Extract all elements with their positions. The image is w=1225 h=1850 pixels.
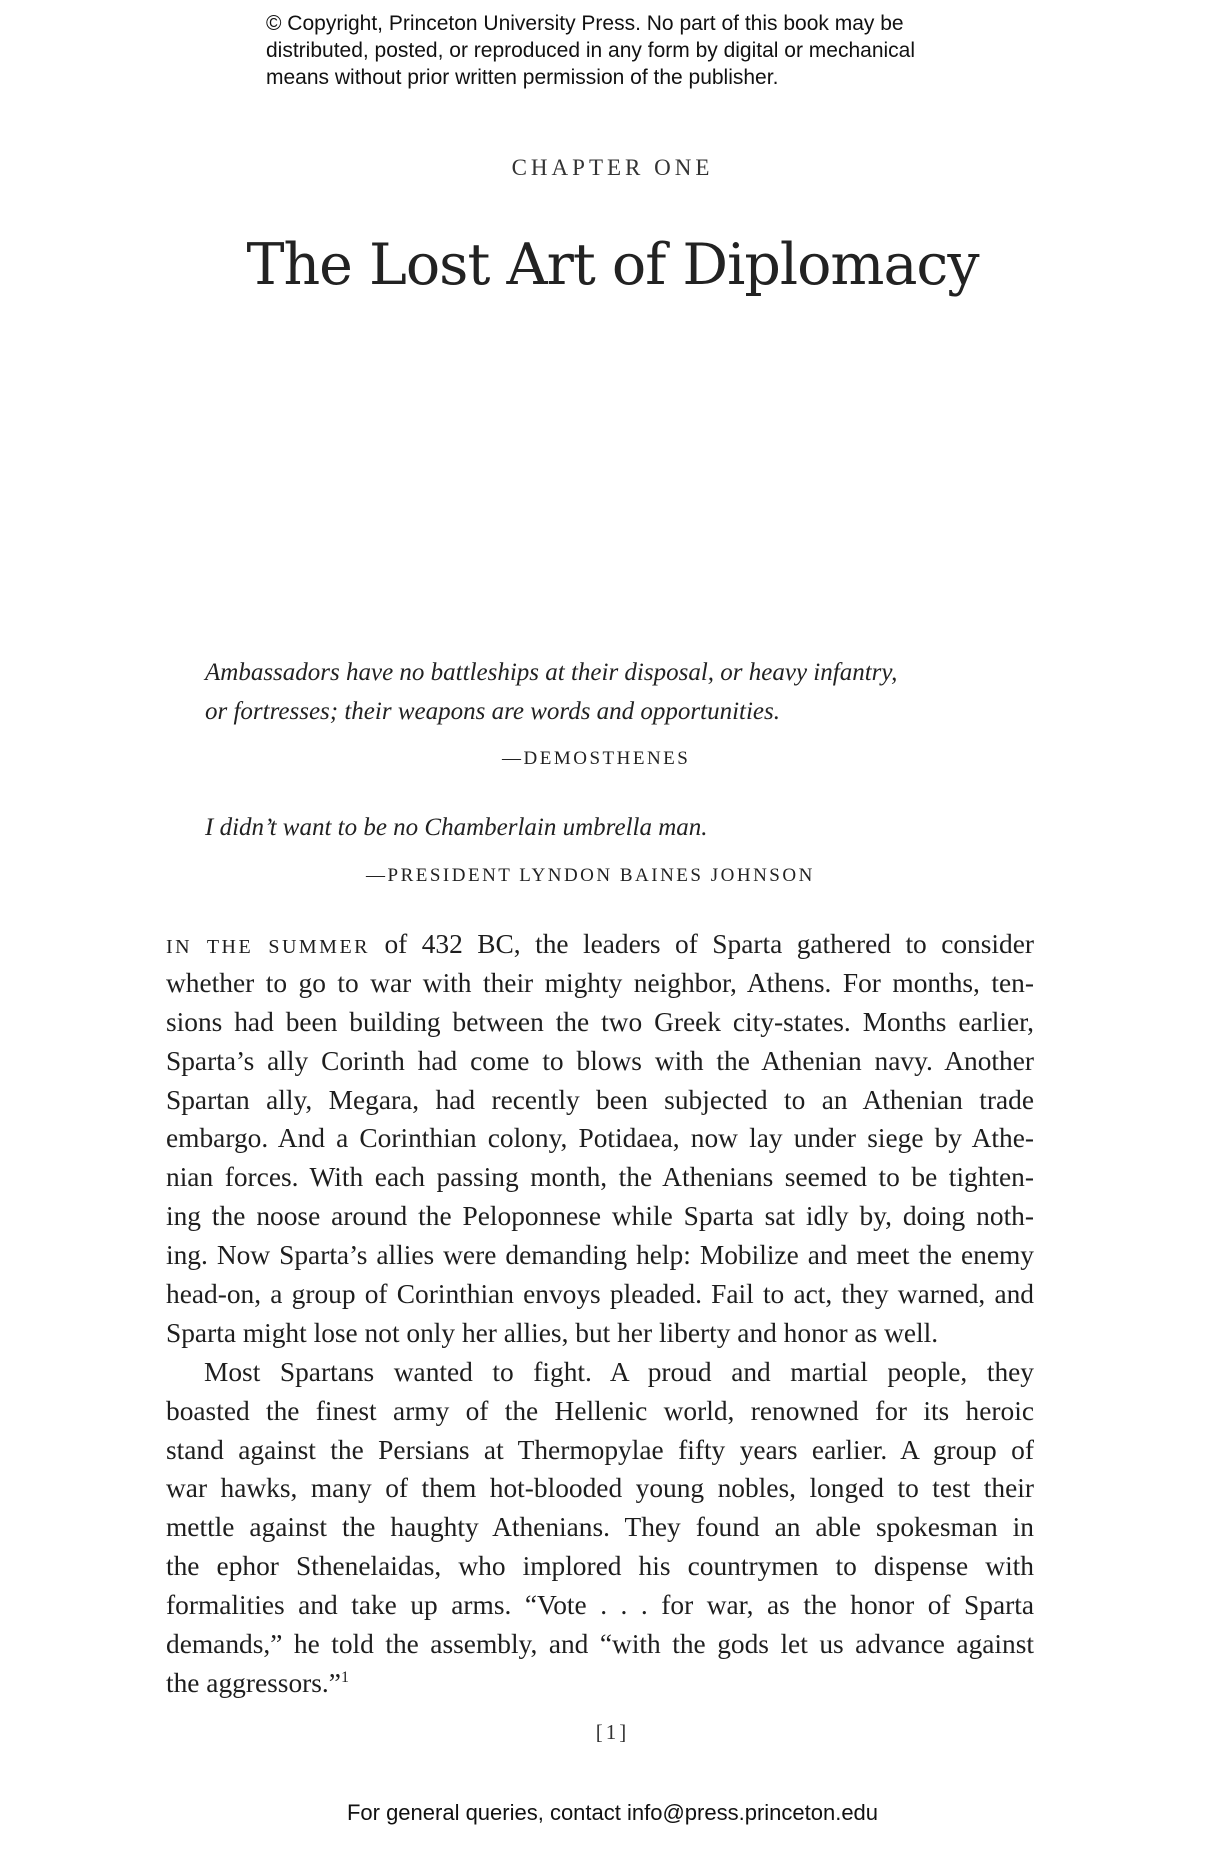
text-line: head-on, a group of Corinthian envoys pleaded. Fail to act, they warned, and: [166, 1279, 1034, 1310]
text-line: demands,” he told the assembly, and “with the gods let us advance against: [166, 1629, 1034, 1660]
text-line: war hawks, many of them hot-blooded young nobles, longed to test their: [166, 1473, 1034, 1504]
footnote-marker[interactable]: 1: [340, 1668, 349, 1686]
text-fragment: the aggressors.”: [166, 1667, 341, 1698]
text-line: whether to go to war with their mighty neighbor, Athens. For months, ten-: [166, 967, 1034, 998]
epigraph-line: or fortresses; their weapons are words and opportunities.: [205, 698, 781, 725]
text-line: Spartan ally, Megara, had recently been subjected to an Athenian trade: [166, 1084, 1034, 1115]
text-line: Most Spartans wanted to fight. A proud and martial people, they: [204, 1356, 1034, 1387]
footer-contact: For general queries, contact info@press.princeton.edu: [346, 1800, 879, 1825]
copyright-line: © Copyright, Princeton University Press. No part of this book may be: [266, 12, 904, 35]
text-line: Sparta might lose not only her allies, but her liberty and honor as well.: [166, 1317, 939, 1348]
epigraph-line: I didn’t want to be no Chamberlain umbrella man.: [205, 814, 708, 841]
epigraph-attribution: —PRESIDENT LYNDON BAINES JOHNSON: [366, 865, 815, 886]
body-text: [166, 925, 1034, 1703]
text-line: embargo. And a Corinthian colony, Potidaea, now lay under siege by Athe-: [166, 1123, 1034, 1154]
copyright-line: means without prior written permission of the publisher.: [266, 66, 779, 89]
chapter-label: CHAPTER ONE: [511, 155, 714, 180]
epigraph-quote: [205, 653, 975, 731]
paragraph: [166, 925, 1034, 1353]
epigraph-attribution: —DEMOSTHENES: [502, 748, 691, 769]
text-line: sions had been building between the two Greek city-states. Months earlier,: [166, 1006, 1034, 1037]
text-line: ing. Now Sparta’s allies were demanding help: Mobilize and meet the enemy: [166, 1240, 1034, 1271]
text-line: stand against the Persians at Thermopylae fifty years earlier. A group of: [166, 1434, 1034, 1465]
epigraph-line: Ambassadors have no battleships at their disposal, or heavy infantry,: [205, 659, 898, 686]
paragraph: [166, 1353, 1034, 1703]
epigraph-quote: [205, 808, 975, 847]
text-line: the ephor Sthenelaidas, who implored his countrymen to dispense with: [166, 1551, 1034, 1582]
copyright-notice: [266, 10, 1026, 91]
text-line: Sparta’s ally Corinth had come to blows with the Athenian navy. Another: [166, 1045, 1034, 1076]
text-line: formalities and take up arms. “Vote . . . for war, as the honor of Sparta: [166, 1590, 1034, 1621]
text-fragment: of 432 BC, the leaders of Sparta gathered to consider: [384, 929, 1034, 959]
text-line: [166, 925, 1034, 964]
text-line: mettle against the haughty Athenians. They found an able spokesman in: [166, 1512, 1034, 1543]
text-line: [166, 1664, 1034, 1703]
text-line: boasted the finest army of the Hellenic world, renowned for its heroic: [166, 1395, 1034, 1426]
text-line: nian forces. With each passing month, the Athenians seemed to be tighten-: [166, 1162, 1034, 1193]
copyright-line: distributed, posted, or reproduced in any form by digital or mechanical: [266, 39, 916, 62]
text-line: ing the noose around the Peloponnese while Sparta sat idly by, doing noth-: [166, 1201, 1034, 1232]
chapter-title: The Lost Art of Diplomacy: [246, 232, 979, 298]
opening-smallcaps: IN THE SUMMER: [166, 936, 371, 958]
page-number: [1]: [595, 1720, 630, 1744]
